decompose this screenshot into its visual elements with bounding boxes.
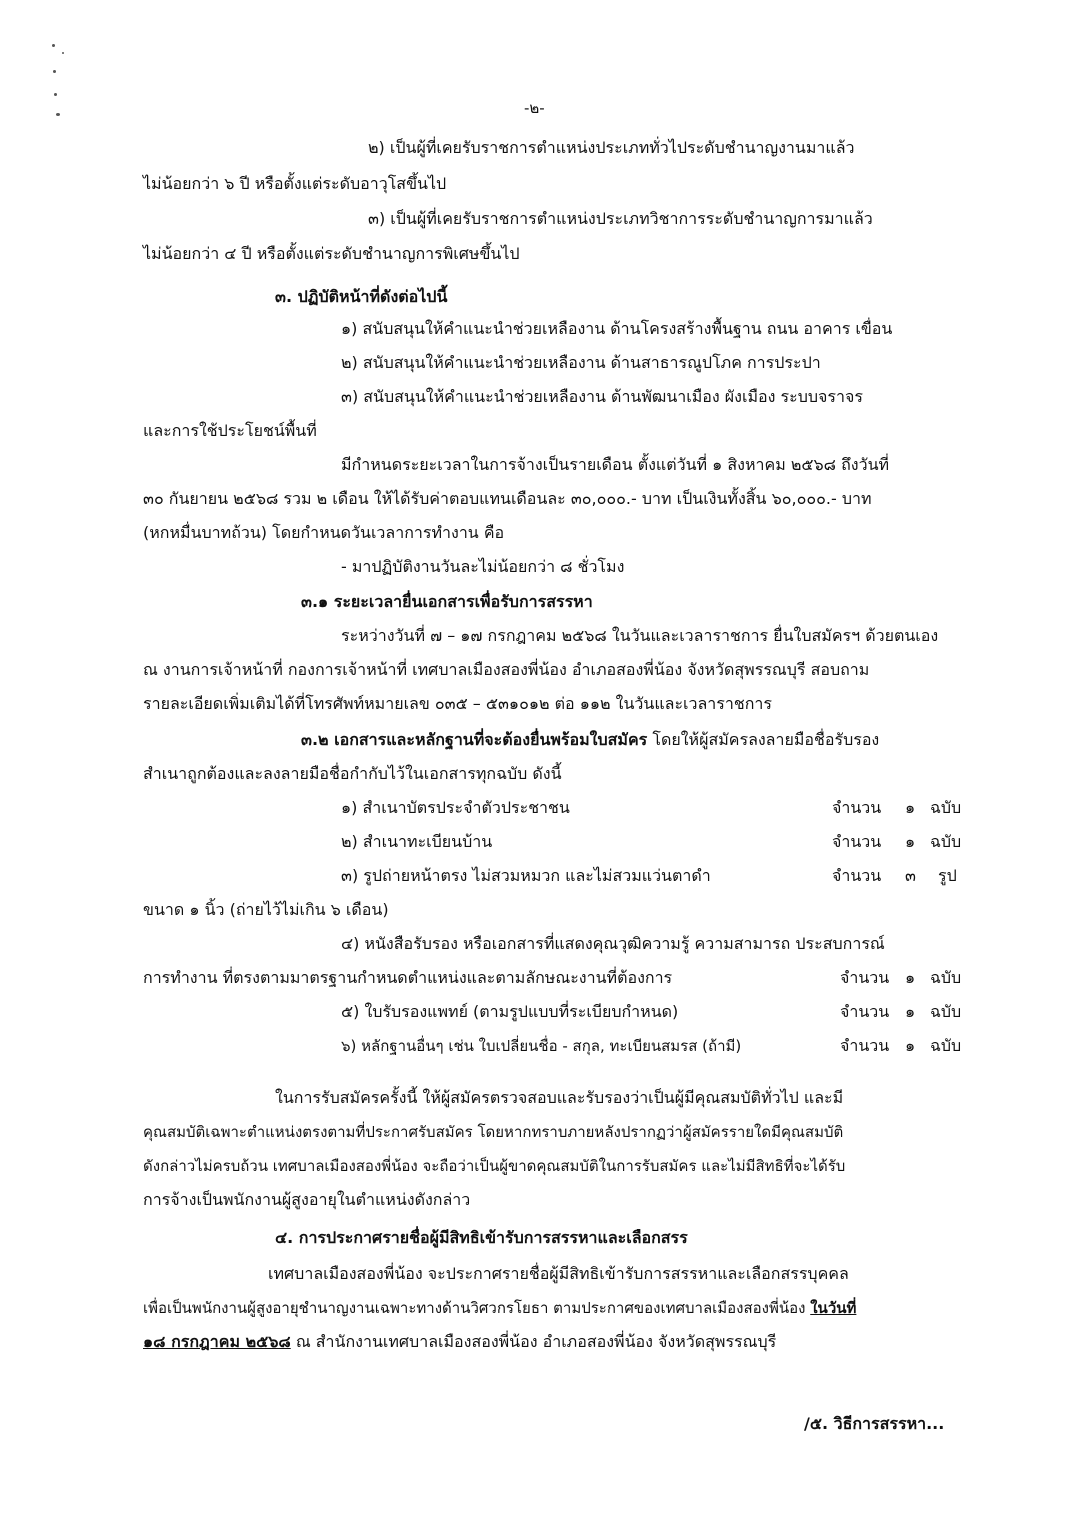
- document-3-unit: รูป: [938, 866, 957, 885]
- notice-line-3: ดังกล่าวไม่ครบถ้วน เทศบาลเมืองสองพี่น้อง จะถือว่าเป็นผู้ขาดคุณสมบัติในการรับสมัคร และไม่มีสิทธิที่จะได้รับ: [143, 1157, 846, 1175]
- section-3-2-heading: ๓.๒ เอกสารและหลักฐานที่จะต้องยื่นพร้อมใบสมัคร: [301, 730, 648, 749]
- document-4-line-1: ๔) หนังสือรับรอง หรือเอกสารที่แสดงคุณวุฒิความรู้ ความสามารถ ประสบการณ์: [341, 934, 885, 953]
- document-1-qty-word: จำนวน: [832, 798, 882, 817]
- section-4-line-1: เทศบาลเมืองสองพี่น้อง จะประกาศรายชื่อผู้มีสิทธิเข้ารับการสรรหาและเลือกสรรบุคคล: [268, 1264, 849, 1283]
- document-6-unit: ฉบับ: [930, 1036, 962, 1055]
- section-3-1-line-3: รายละเอียดเพิ่มเติมได้ที่โทรศัพท์หมายเลข ๐๓๕ – ๕๓๑๐๑๒ ต่อ ๑๑๒ ในวันและเวลาราชการ: [143, 694, 772, 713]
- document-5-label: ๕) ใบรับรองแพทย์ (ตามรูปแบบที่ระเบียบกำหนด): [341, 1002, 679, 1021]
- section-4-heading: ๔. การประกาศรายชื่อผู้มีสิทธิเข้ารับการสรรหาและเลือกสรร: [275, 1228, 688, 1247]
- duty-3-line-1: ๓) สนับสนุนให้คำแนะนำช่วยเหลืองาน ด้านพัฒนาเมือง ผังเมือง ระบบจราจร: [341, 387, 863, 406]
- document-2-qty-word: จำนวน: [832, 832, 882, 851]
- period-line-2: ๓๐ กันยายน ๒๕๖๘ รวม ๒ เดือน ให้ได้รับค่าตอบแทนเดือนละ ๓๐,๐๐๐.- บาท เป็นเงินทั้งสิ้น ๖๐,๐๐๐.- บาท: [143, 489, 872, 508]
- document-2-label: ๒) สำเนาทะเบียนบ้าน: [341, 832, 493, 851]
- qualification-3-line-2: ไม่น้อยกว่า ๔ ปี หรือตั้งแต่ระดับชำนาญการพิเศษขึ้นไป: [143, 244, 520, 263]
- qualification-3-line-1: ๓) เป็นผู้ที่เคยรับราชการตำแหน่งประเภทวิชาการระดับชำนาญการมาแล้ว: [368, 209, 873, 228]
- document-4-line-2: การทำงาน ที่ตรงตามมาตรฐานกำหนดตำแหน่งและตามลักษณะงานที่ต้องการ: [143, 968, 673, 987]
- section-3-1-heading: ๓.๑ ระยะเวลายื่นเอกสารเพื่อรับการสรรหา: [301, 592, 593, 611]
- section-3-2-line-2: สำเนาถูกต้องและลงลายมือชื่อกำกับไว้ในเอกสารทุกฉบับ ดังนี้: [143, 764, 562, 783]
- section-4-date: ๑๘ กรกฎาคม ๒๕๖๘: [143, 1332, 291, 1351]
- section-4-date-lead: ในวันที่: [810, 1299, 857, 1317]
- period-line-3: (หกหมื่นบาทถ้วน) โดยกำหนดวันเวลาการทำงาน คือ: [143, 523, 505, 542]
- document-3-qty: ๓: [905, 866, 916, 885]
- document-5-unit: ฉบับ: [930, 1002, 962, 1021]
- section-4-line-2: [143, 1296, 856, 1320]
- notice-line-1: ในการรับสมัครครั้งนี้ ให้ผู้สมัครตรวจสอบและรับรองว่าเป็นผู้มีคุณสมบัติทั่วไป และมี: [275, 1088, 844, 1107]
- document-5-qty: ๑: [905, 1002, 916, 1021]
- section-3-1-line-1: ระหว่างวันที่ ๗ – ๑๗ กรกฎาคม ๒๕๖๘ ในวันและเวลาราชการ ยื่นใบสมัครฯ ด้วยตนเอง: [341, 626, 939, 645]
- document-6-label: ๖) หลักฐานอื่นๆ เช่น ใบเปลี่ยนชื่อ - สกุล, ทะเบียนสมรส (ถ้ามี): [341, 1037, 742, 1055]
- section-3-2-heading-line: [301, 728, 879, 752]
- page-number: -๒-: [524, 99, 545, 117]
- section-4-line-2-text: เพื่อเป็นพนักงานผู้สูงอายุชำนาญงานเฉพาะทางด้านวิศวกรโยธา ตามประกาศของเทศบาลเมืองสองพี่น้อง: [143, 1299, 806, 1317]
- duty-1: ๑) สนับสนุนให้คำแนะนำช่วยเหลืองาน ด้านโครงสร้างพื้นฐาน ถนน อาคาร เขื่อน: [341, 319, 893, 338]
- document-1-qty: ๑: [905, 798, 916, 817]
- section-3-heading: ๓. ปฏิบัติหน้าที่ดังต่อไปนี้: [275, 287, 448, 306]
- document-6-qty-word: จำนวน: [840, 1036, 890, 1055]
- photo-note: ขนาด ๑ นิ้ว (ถ่ายไว้ไม่เกิน ๖ เดือน): [143, 900, 389, 919]
- notice-line-2: คุณสมบัติเฉพาะตำแหน่งตรงตามที่ประกาศรับสมัคร โดยหากทราบภายหลังปรากฏว่าผู้สมัครรายใดมีคุณสมบัติ: [143, 1123, 844, 1141]
- notice-line-4: การจ้างเป็นพนักงานผู้สูงอายุในตำแหน่งดังกล่าว: [143, 1190, 471, 1209]
- duty-3-line-2: และการใช้ประโยชน์พื้นที่: [143, 421, 317, 440]
- section-3-1-line-2: ณ งานการเจ้าหน้าที่ กองการเจ้าหน้าที่ เทศบาลเมืองสองพี่น้อง อำเภอสองพี่น้อง จังหวัดสุพรรณบุรี สอบถาม: [143, 660, 870, 679]
- document-6-qty: ๑: [905, 1036, 916, 1055]
- document-5-qty-word: จำนวน: [840, 1002, 890, 1021]
- document-1-unit: ฉบับ: [930, 798, 962, 817]
- qualification-2-line-1: ๒) เป็นผู้ที่เคยรับราชการตำแหน่งประเภททั่วไประดับชำนาญงานมาแล้ว: [368, 138, 855, 157]
- section-4-line-3: [143, 1330, 776, 1354]
- document-4-qty: ๑: [905, 968, 916, 987]
- continuation-marker: /๕. วิธีการสรรหา...: [804, 1414, 945, 1433]
- section-3-2-heading-rest: โดยให้ผู้สมัครลงลายมือชื่อรับรอง: [652, 730, 880, 749]
- section-4-line-3-text: ณ สำนักงานเทศบาลเมืองสองพี่น้อง อำเภอสองพี่น้อง จังหวัดสุพรรณบุรี: [295, 1332, 777, 1351]
- period-line-1: มีกำหนดระยะเวลาในการจ้างเป็นรายเดือน ตั้งแต่วันที่ ๑ สิงหาคม ๒๕๖๘ ถึงวันที่: [341, 455, 890, 474]
- document-2-qty: ๑: [905, 832, 916, 851]
- document-1-label: ๑) สำเนาบัตรประจำตัวประชาชน: [341, 798, 570, 817]
- document-3-qty-word: จำนวน: [832, 866, 882, 885]
- document-3-label: ๓) รูปถ่ายหน้าตรง ไม่สวมหมวก และไม่สวมแว่นตาดำ: [341, 866, 711, 885]
- document-4-qty-word: จำนวน: [840, 968, 890, 987]
- work-hours: - มาปฏิบัติงานวันละไม่น้อยกว่า ๘ ชั่วโมง: [341, 557, 625, 576]
- qualification-2-line-2: ไม่น้อยกว่า ๖ ปี หรือตั้งแต่ระดับอาวุโสขึ้นไป: [143, 174, 447, 193]
- document-4-unit: ฉบับ: [930, 968, 962, 987]
- duty-2: ๒) สนับสนุนให้คำแนะนำช่วยเหลืองาน ด้านสาธารณูปโภค การประปา: [341, 353, 821, 372]
- document-2-unit: ฉบับ: [930, 832, 962, 851]
